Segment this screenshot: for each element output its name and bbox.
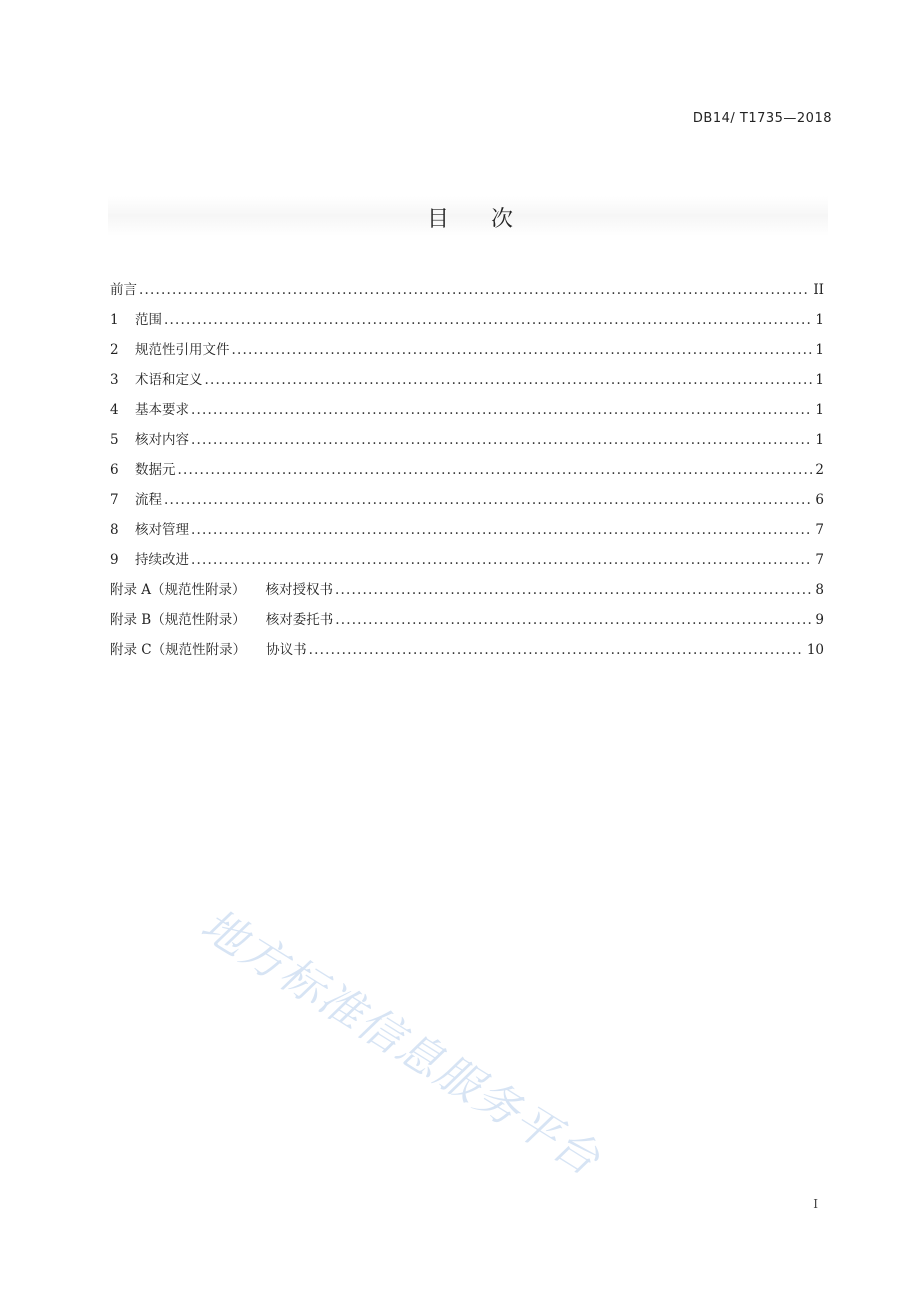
toc-entry-5[interactable]: [110, 429, 824, 459]
toc-entry-page: 1: [815, 342, 824, 358]
toc-appendix-a[interactable]: [110, 579, 824, 609]
toc-leader-dots: [139, 279, 810, 301]
toc-entry-title: 核对内容: [135, 432, 189, 448]
toc-entry-page: 7: [815, 522, 824, 538]
toc-entry-number: 3: [110, 372, 119, 388]
toc-entry-title: 规范性引用文件: [135, 342, 230, 358]
title-char-1: 目: [426, 207, 449, 232]
toc-entry-page: 10: [806, 642, 824, 658]
toc-appendix-title: 协议书: [266, 642, 307, 658]
title-char-2: 次: [491, 207, 514, 232]
toc-leader-dots: [232, 339, 813, 361]
toc-appendix-label: 附录 A（规范性附录）: [110, 582, 246, 598]
watermark: 地方标准信息服务平台: [192, 899, 610, 1187]
toc-entry-4[interactable]: [110, 399, 824, 429]
toc-entry-title: 数据元: [135, 462, 176, 478]
toc-entry-number: 2: [110, 342, 119, 358]
toc-entry-title: 前言: [110, 282, 137, 298]
toc-list: [110, 279, 824, 669]
toc-entry-1[interactable]: [110, 309, 824, 339]
toc-leader-dots: [191, 519, 812, 541]
toc-entry-title: 范围: [135, 312, 162, 328]
toc-leader-dots: [309, 639, 804, 661]
toc-entry-number: 6: [110, 462, 119, 478]
toc-entry-7[interactable]: [110, 489, 824, 519]
toc-appendix-label: 附录 C（规范性附录）: [110, 642, 247, 658]
toc-entry-number: 7: [110, 492, 119, 508]
toc-leader-dots: [335, 579, 812, 601]
toc-leader-dots: [191, 549, 812, 571]
toc-appendix-title: 核对委托书: [265, 612, 334, 628]
document-code: DB14/ T1735—2018: [692, 111, 832, 126]
toc-entry-number: 1: [110, 312, 119, 328]
toc-leader-dots: [164, 309, 812, 331]
toc-entry-page: 1: [815, 432, 824, 448]
toc-entry-number: 5: [110, 432, 119, 448]
page-number: I: [813, 1197, 818, 1211]
toc-entry-foreword[interactable]: [110, 279, 824, 309]
toc-entry-page: 6: [815, 492, 824, 508]
toc-entry-page: 2: [815, 462, 824, 478]
toc-entry-title: 术语和定义: [135, 372, 203, 388]
toc-entry-title: 核对管理: [135, 522, 189, 538]
toc-entry-title: 流程: [135, 492, 162, 508]
toc-entry-3[interactable]: [110, 369, 824, 399]
toc-entry-2[interactable]: [110, 339, 824, 369]
toc-entry-page: 1: [815, 372, 824, 388]
toc-leader-dots: [164, 489, 812, 511]
toc-entry-page: 1: [815, 402, 824, 418]
toc-entry-8[interactable]: [110, 519, 824, 549]
toc-entry-page: 7: [815, 552, 824, 568]
toc-entry-number: 9: [110, 552, 119, 568]
toc-entry-6[interactable]: [110, 459, 824, 489]
toc-leader-dots: [178, 459, 813, 481]
toc-leader-dots: [335, 609, 812, 631]
page-title: [0, 202, 920, 233]
toc-entry-page: 8: [815, 582, 824, 598]
toc-entry-number: 4: [110, 402, 119, 418]
toc-entry-page: 1: [815, 312, 824, 328]
toc-leader-dots: [205, 369, 813, 391]
toc-entry-page: 9: [815, 612, 824, 628]
toc-appendix-c[interactable]: [110, 639, 824, 669]
toc-appendix-label: 附录 B（规范性附录）: [110, 612, 246, 628]
toc-entry-page: II: [813, 282, 824, 298]
toc-entry-title: 基本要求: [135, 402, 189, 418]
toc-appendix-title: 核对授权书: [265, 582, 334, 598]
toc-leader-dots: [191, 429, 812, 451]
toc-entry-number: 8: [110, 522, 119, 538]
toc-entry-title: 持续改进: [135, 552, 189, 568]
toc-appendix-b[interactable]: [110, 609, 824, 639]
toc-entry-9[interactable]: [110, 549, 824, 579]
toc-leader-dots: [191, 399, 812, 421]
